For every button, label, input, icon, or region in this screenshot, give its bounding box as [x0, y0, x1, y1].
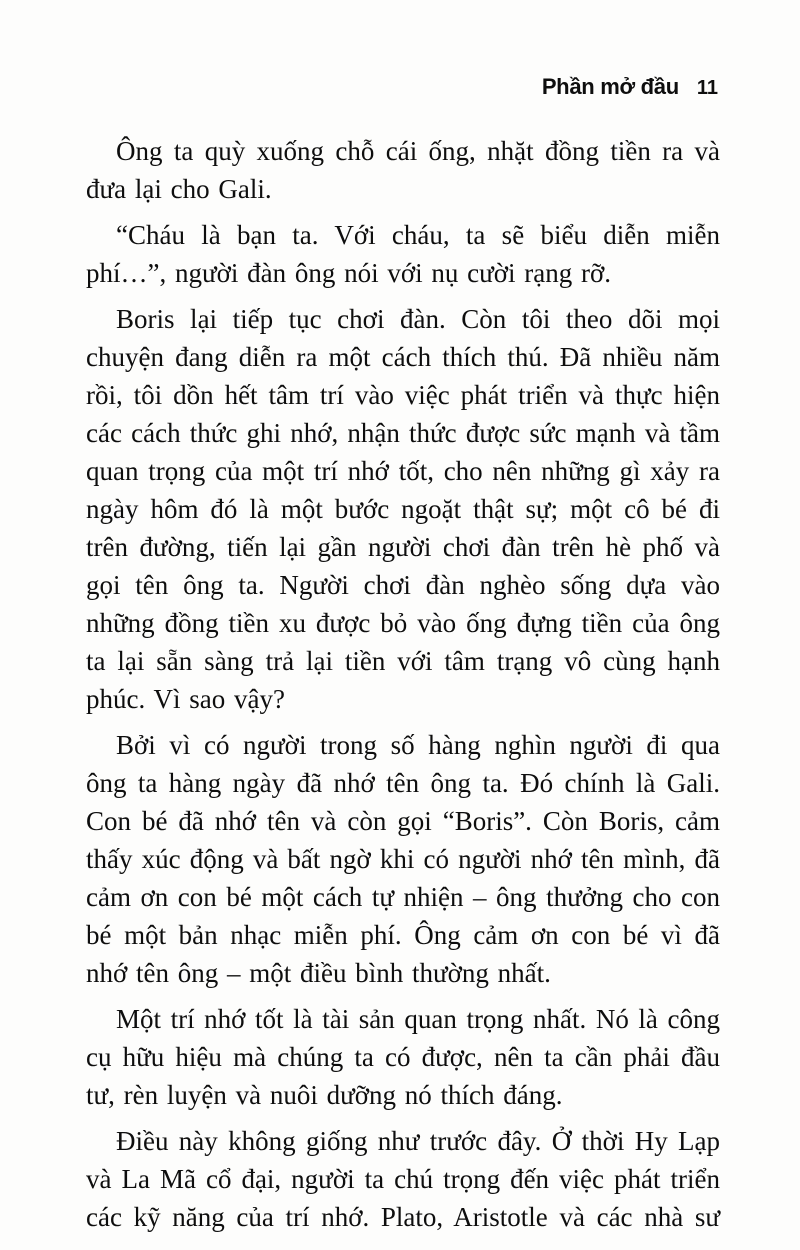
- paragraph: “Cháu là bạn ta. Với cháu, ta sẽ biểu diễn miễn phí…”, người đàn ông nói với nụ cười rạng rỡ.: [86, 220, 720, 288]
- page-body: [86, 132, 720, 1236]
- paragraph: Ông ta quỳ xuống chỗ cái ống, nhặt đồng tiền ra và đưa lại cho Gali.: [86, 136, 720, 204]
- running-head: Phần mở đầu: [541, 74, 679, 99]
- paragraph: Một trí nhớ tốt là tài sản quan trọng nhất. Nó là công cụ hữu hiệu mà chúng ta có được, nên ta cần phải đầu tư, rèn luyện và nuôi dưỡng nó thích đáng.: [86, 1004, 720, 1110]
- paragraph: Điều này không giống như trước đây. Ở thời Hy Lạp và La Mã cổ đại, người ta chú trọng đến việc phát triển các kỹ năng của trí nhớ. Plato, Aristotle và các nhà sư: [86, 1126, 720, 1232]
- page-number: 11: [696, 77, 718, 99]
- paragraph: Boris lại tiếp tục chơi đàn. Còn tôi theo dõi mọi chuyện đang diễn ra một cách thích thú. Đã nhiều năm rồi, tôi dồn hết tâm trí vào việc phát triển và thực hiện các cách thức ghi nhớ, nhận thức được sức mạnh và tầm quan trọng của một trí nhớ tốt, cho nên những gì xảy ra ngày hôm đó là một bước ngoặt thật sự; một cô bé đi trên đường, tiến lại gần người chơi đàn trên hè phố và gọi tên ông ta. Người chơi đàn nghèo sống dựa vào những đồng tiền xu được bỏ vào ống đựng tiền của ông ta lại sẵn sàng trả lại tiền với tâm trạng vô cùng hạnh phúc. Vì sao vậy?: [86, 304, 720, 714]
- page-header: [86, 76, 720, 98]
- paragraph: Bởi vì có người trong số hàng nghìn người đi qua ông ta hàng ngày đã nhớ tên ông ta. Đó chính là Gali. Con bé đã nhớ tên và còn gọi “Boris”. Còn Boris, cảm thấy xúc động và bất ngờ khi có người nhớ tên mình, đã cảm ơn con bé một cách tự nhiện – ông thưởng cho con bé một bản nhạc miễn phí. Ông cảm ơn con bé vì đã nhớ tên ông – một điều bình thường nhất.: [86, 730, 720, 988]
